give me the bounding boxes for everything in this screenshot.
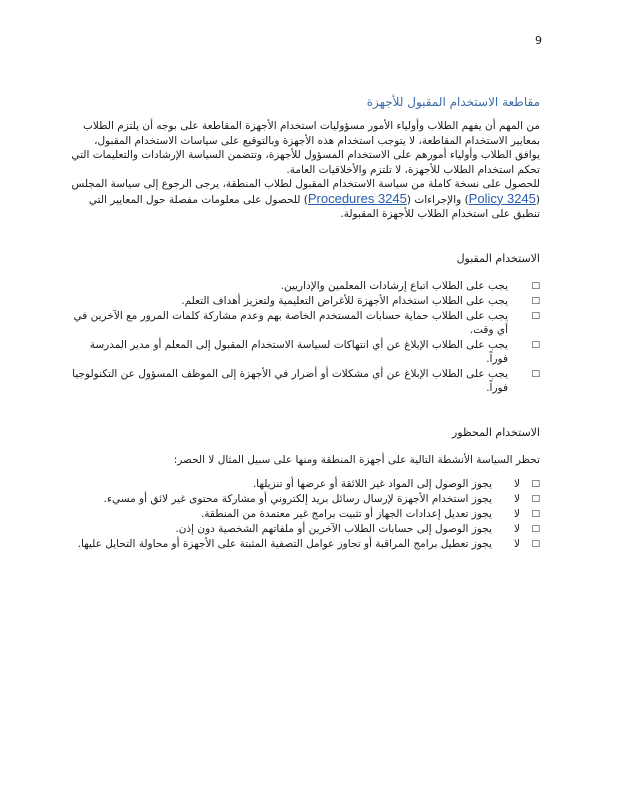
- list-item: □ يجب على الطلاب استخدام الأجهزة للأغراض التعليمية ولتعزيز أهداف التعلم.: [181, 294, 540, 307]
- intro-paragraph: [70, 119, 540, 177]
- checkbox-bullet-icon: □: [531, 295, 540, 306]
- list-item: □ يجب على الطلاب الإبلاغ عن أي انتهاكات لسياسة الاستخدام المقبول إلى المعلم أو مدير المدرسة فوراً.: [89, 338, 540, 365]
- list-item: □ يجب على الطلاب الإبلاغ عن أي مشكلات أو أضرار في الأجهزة إلى الموظف المسؤول عن التكنولوجيا فوراً.: [72, 367, 540, 394]
- document-body: [70, 95, 540, 552]
- section-heading-acceptable-use: الاستخدام المقبول: [456, 251, 540, 265]
- section-heading-prohibited-use: الاستخدام المحظور: [452, 425, 540, 439]
- paragraph-line: من المهم أن يفهم الطلاب وأولياء الأمور مسؤوليات استخدام الأجهزة المقاطعة على: [180, 120, 540, 132]
- procedures-3245-link[interactable]: Procedures 3245: [307, 190, 407, 206]
- section-heading-acceptable-use-policy: مقاطعة الاستخدام المقبول للأجهزة: [366, 95, 540, 109]
- prohibited-intro: تحظر السياسة الأنشطة التالية على أجهزة المنطقة ومنها على سبيل المثال لا الحصر:: [173, 453, 540, 466]
- list-item: □ يجب على الطلاب حماية حسابات المستخدم الخاصة بهم وعدم مشاركة كلمات المرور مع الآخرين في أي وقت.: [73, 309, 540, 336]
- checkbox-bullet-icon: □: [531, 339, 540, 350]
- policy-reference-paragraph: للحصول على نسخة كاملة من سياسة الاستخدام المقبول لطلاب المنطقة، يرجى الرجوع إلى سياسة المجلس (Policy 3245) والإجراءات (Procedures 3245) للحصول على معلومات مفصلة حول المعايير التي تنطبق على استخدام الطلاب للأجهزة المقبولة.: [71, 178, 540, 220]
- checkbox-bullet-icon: □: [531, 494, 540, 504]
- paragraph-line: وبالتوقيع على سياسات الاستخدام المقبول، يوافق الطلاب وأولياء أمورهم على الاستخدام المسؤول للأجهزة،: [94, 134, 540, 161]
- prohibited-use-list: [70, 477, 540, 551]
- checkbox-bullet-icon: □: [531, 509, 540, 519]
- checkbox-bullet-icon: □: [531, 524, 540, 534]
- list-item: □ لا يجوز الوصول إلى المواد غير اللائقة أو عرضها أو تنزيلها.: [252, 478, 540, 490]
- list-item: □ لا يجوز الوصول إلى حسابات الطلاب الآخرين أو ملفاتهم الشخصية دون إذن.: [175, 523, 540, 535]
- checkbox-bullet-icon: □: [531, 310, 540, 321]
- list-item: □ لا يجوز استخدام الأجهزة لإرسال رسائل بريد إلكتروني أو مشاركة محتوى غير لائق أو مسيء.: [103, 493, 540, 505]
- policy-3245-link[interactable]: Policy 3245: [468, 190, 536, 206]
- checkbox-bullet-icon: □: [531, 368, 540, 379]
- checkbox-bullet-icon: □: [531, 539, 540, 549]
- paragraph-line: بوجه أن يلتزم الطلاب بمعايير الاستخدام المقاطعة، لا يتوجب استخدام هذه الأجهزة: [82, 120, 540, 147]
- acceptable-use-list: [70, 279, 540, 395]
- paragraph-line: وتتضمن السياسة الإرشادات والتعليمات التي تحكم استخدام الطلاب للأجهزة، لا تلتزم والأخلاقيات العامة.: [71, 149, 540, 176]
- policy-text: للحصول على نسخة كاملة من سياسة الاستخدام المقبول لطلاب المنطقة، يرجى الرجوع إلى سياسة المجلس: [71, 178, 540, 190]
- checkbox-bullet-icon: □: [531, 479, 540, 489]
- checkbox-bullet-icon: □: [531, 280, 540, 291]
- list-item: □ لا يجوز تعديل إعدادات الجهاز أو تثبيت برامج غير معتمدة من المنطقة.: [200, 508, 540, 520]
- page-number: 9: [535, 34, 542, 47]
- list-item: □ لا يجوز تعطيل برامج المراقبة أو تجاوز عوامل التصفية المثبتة على الأجهزة أو محاولة التحايل عليها.: [77, 538, 540, 550]
- procedures-connector: والإجراءات: [414, 193, 462, 206]
- policy-text-end: للحصول على معلومات مفصلة حول المعايير التي تنطبق على استخدام الطلاب للأجهزة المقبولة.: [88, 193, 540, 220]
- list-item: □ يجب على الطلاب اتباع إرشادات المعلمين والإداريين.: [280, 279, 540, 292]
